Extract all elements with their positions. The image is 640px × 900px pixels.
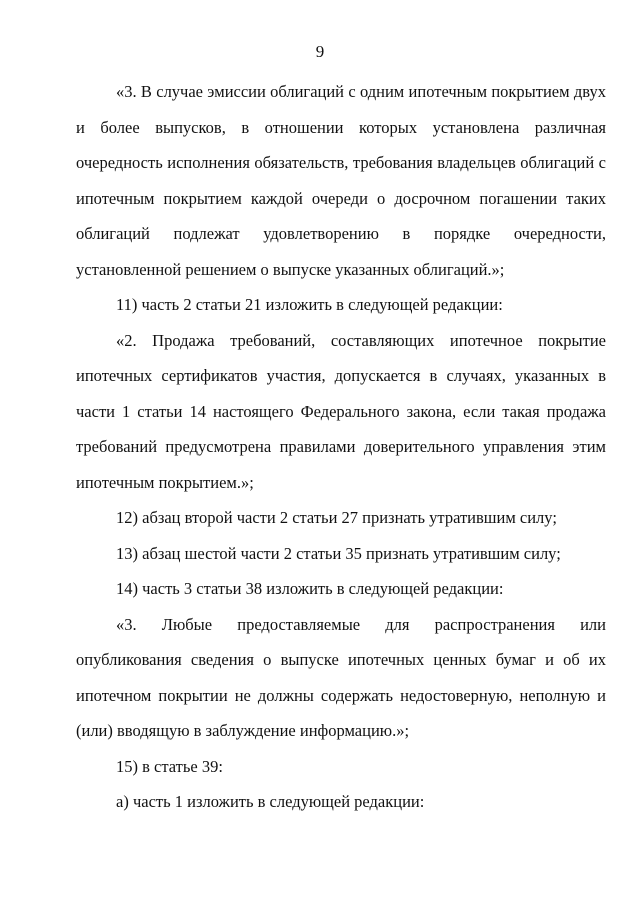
- paragraph-item-14: 14) часть 3 статьи 38 изложить в следующей редакции:: [116, 579, 504, 598]
- paragraph-quote-part-2: «2. Продажа требований, составляющих ипотечное покрытие ипотечных сертификатов участия, допускается в случаях, указанных в части 1 статьи 14 настоящего Федерального закона, если такая продажа требований предусмотрена правилами доверительного управления этим ипотечным покрытием.»;: [76, 330, 606, 492]
- paragraph-item-13: 13) абзац шестой части 2 статьи 35 признать утратившим силу;: [116, 543, 561, 563]
- document-body: [76, 74, 606, 820]
- paragraph-quote-part-3: «3. В случае эмиссии облигаций с одним ипотечным покрытием двух и более выпусков, в отношении которых установлена различная очередность исполнения обязательств, требования владельцев облигаций с ипотечным покрытием каждой очереди о досрочном погашении таких облигаций подлежат удовлетворению в порядке очередности, установленной решением о выпуске указанных облигаций.»;: [76, 82, 606, 279]
- paragraph-quote-part-3-disclosure: «3. Любые предоставляемые для распространения или опубликования сведения о выпуске ипотечных ценных бумаг и об их ипотечном покрытии не должны содержать недостоверную, неполную и (или) вводящую в заблуждение информацию.»;: [76, 614, 606, 740]
- paragraph-item-15a: а) часть 1 изложить в следующей редакции:: [116, 792, 425, 811]
- page-number: 9: [315, 42, 325, 61]
- paragraph-item-12: 12) абзац второй части 2 статьи 27 признать утратившим силу;: [116, 508, 557, 527]
- paragraph-item-15: 15) в статье 39:: [116, 756, 223, 776]
- paragraph-item-11: 11) часть 2 статьи 21 изложить в следующей редакции:: [116, 295, 503, 314]
